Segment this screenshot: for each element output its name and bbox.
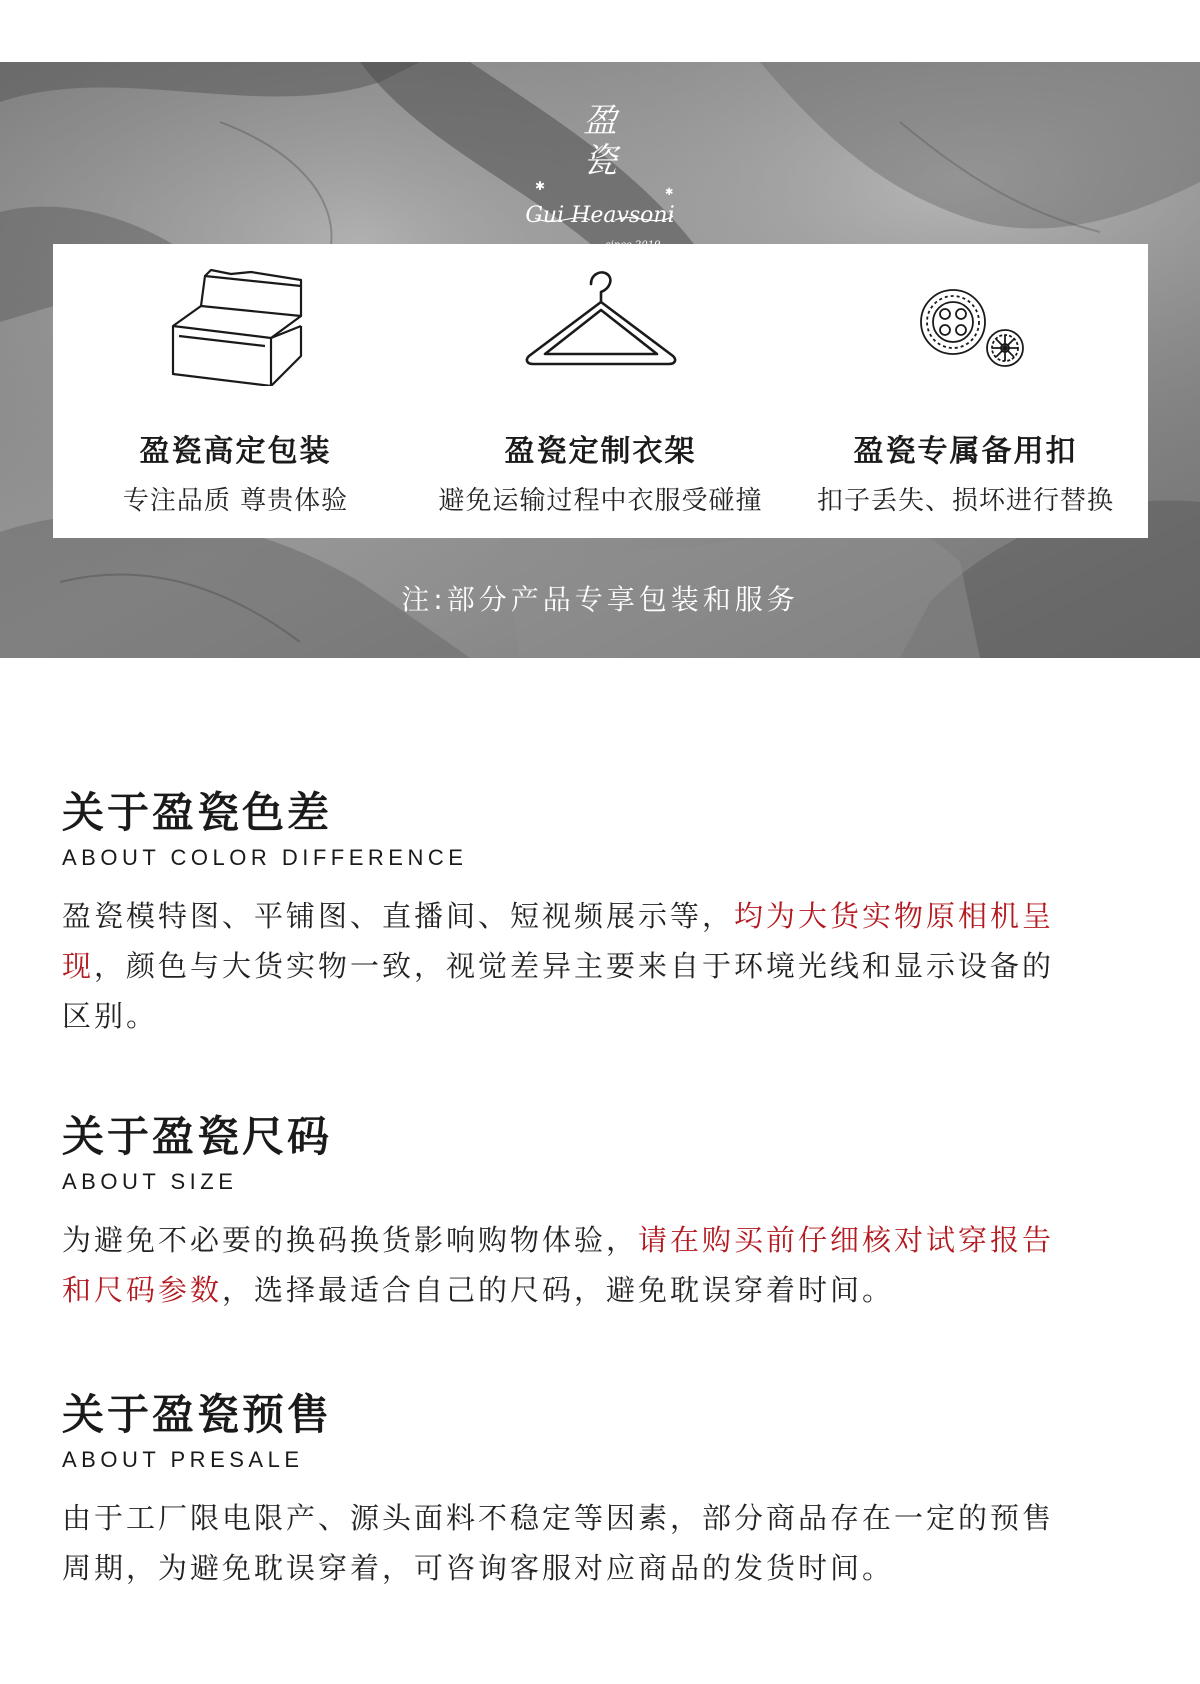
svg-text:瓷: 瓷	[583, 141, 617, 181]
section-body	[62, 1493, 1072, 1593]
highlight-text: 请在购买前仔细核对试穿报告和尺码参数	[62, 1223, 1055, 1307]
svg-text:✱: ✱	[535, 179, 546, 193]
feature-packaging	[53, 244, 418, 538]
section-title: 关于盈瓷尺码	[62, 1112, 333, 1161]
spare-buttons-icon	[901, 266, 1031, 376]
section-subtitle: ABOUT COLOR DIFFERENCE	[62, 845, 468, 870]
section-body	[62, 1215, 1072, 1315]
feature-description: 扣子丢失、损坏进行替换	[816, 486, 1114, 516]
banner-note: 注:部分产品专享包装和服务	[401, 583, 799, 616]
section-presale	[62, 1389, 1142, 1593]
body-text: ，颜色与大货实物一致，视觉差异主要来自于环境光线和显示设备的区别。	[62, 949, 1055, 1033]
section-title: 关于盈瓷预售	[62, 1390, 333, 1439]
feature-title: 盈瓷高定包装	[139, 434, 332, 469]
svg-text:盈: 盈	[583, 101, 617, 141]
gift-box-icon	[161, 266, 311, 386]
feature-title: 盈瓷定制衣架	[504, 434, 697, 469]
feature-description: 专注品质 尊贵体验	[122, 486, 349, 516]
feature-buttons	[783, 244, 1148, 538]
section-title: 关于盈瓷色差	[62, 788, 333, 837]
feature-card	[53, 244, 1148, 538]
section-subtitle: ABOUT SIZE	[62, 1169, 238, 1194]
highlight-text: 均为大货实物原相机呈现	[62, 899, 1055, 983]
feature-hanger	[418, 244, 783, 538]
body-text: 为避免不必要的换码换货影响购物体验，	[62, 1223, 639, 1257]
body-text: 盈瓷模特图、平铺图、直播间、短视频展示等，	[62, 899, 735, 933]
svg-text:✱: ✱	[665, 187, 674, 198]
hero-banner	[0, 62, 1200, 658]
feature-description: 避免运输过程中衣服受碰撞	[438, 486, 763, 516]
section-body	[62, 891, 1072, 1041]
body-text: ，选择最适合自己的尺码，避免耽误穿着时间。	[222, 1273, 895, 1307]
section-size	[62, 1111, 1142, 1315]
section-color-difference	[62, 787, 1142, 1041]
feature-title: 盈瓷专属备用扣	[853, 434, 1078, 469]
body-text: 由于工厂限电限产、源头面料不稳定等因素，部分商品存在一定的预售周期，为避免耽误穿着，可咨询客服对应商品的发货时间。	[62, 1501, 1055, 1585]
clothes-hanger-icon	[521, 266, 681, 376]
svg-text:Gui Heavsoni: Gui Heavsoni	[525, 203, 675, 228]
section-subtitle: ABOUT PRESALE	[62, 1447, 304, 1472]
